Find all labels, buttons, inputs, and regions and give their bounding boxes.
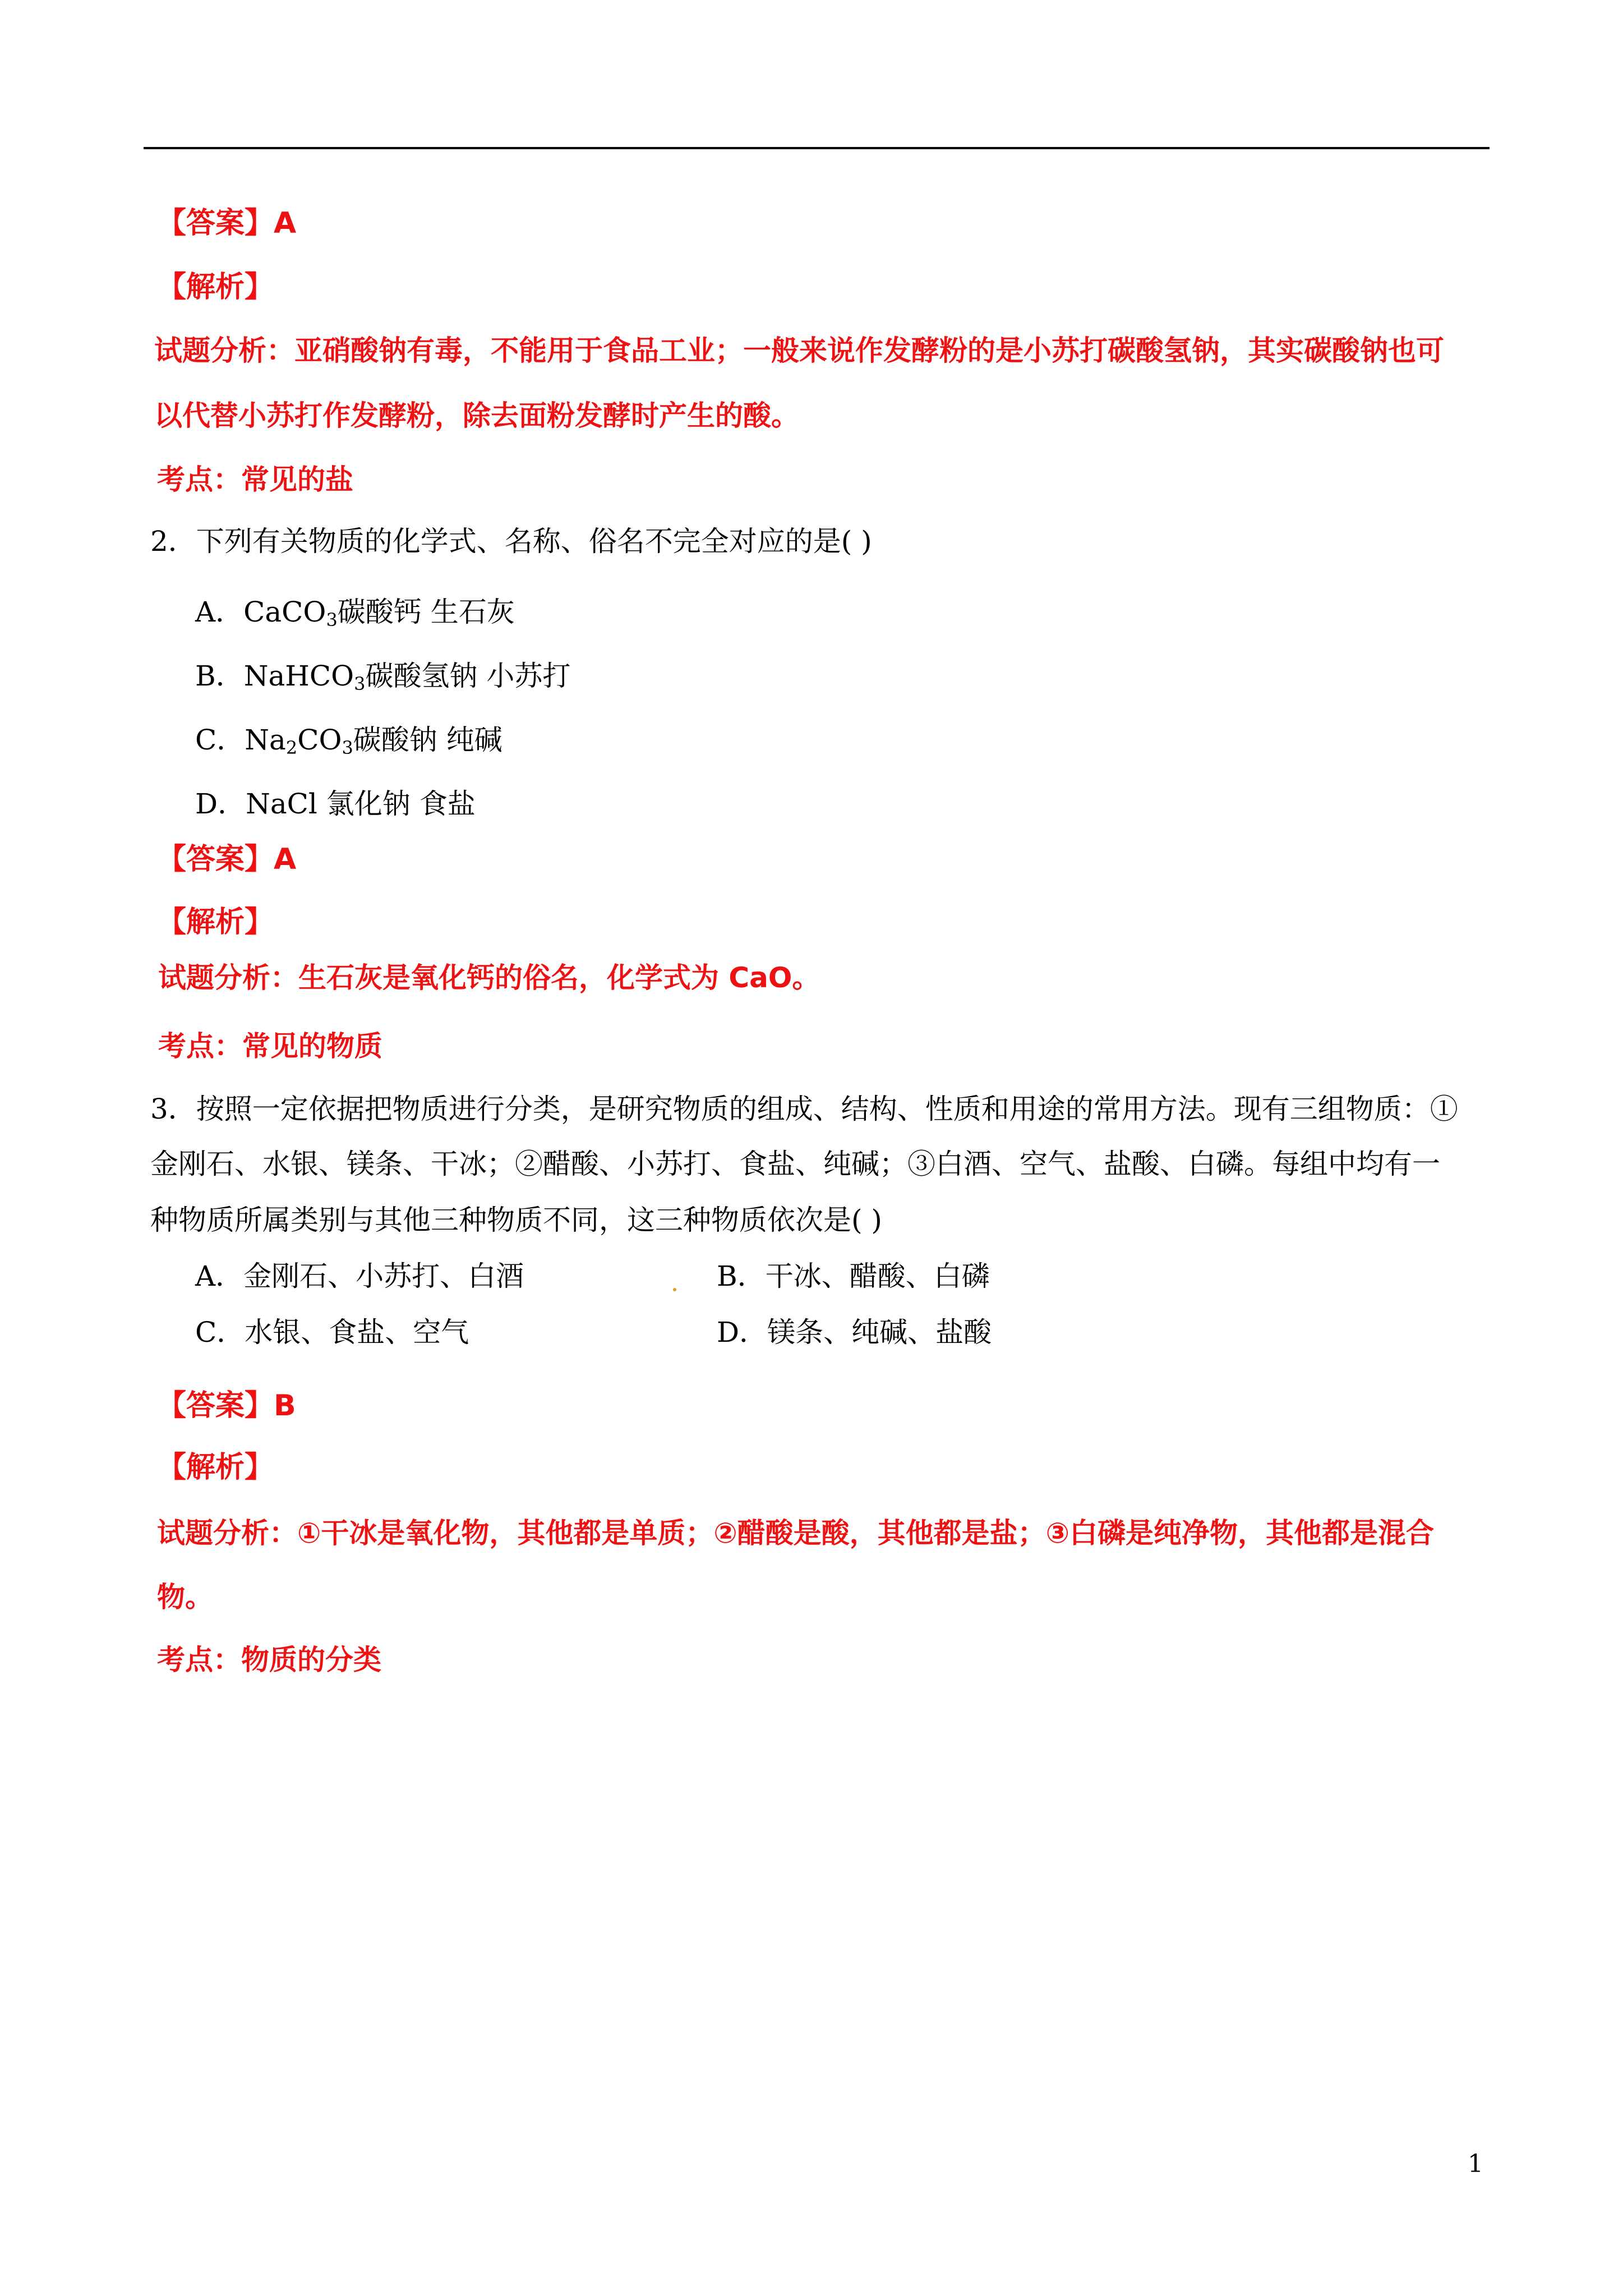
q3-analysis-line1: 试题分析：①干冰是氧化物，其他都是单质；②醋酸是酸，其他都是盐；③白磷是纯净物，其他都是混合 bbox=[157, 1517, 1434, 1549]
page-number: 1 bbox=[1468, 2150, 1483, 2178]
q3-option-b: B．干冰、醋酸、白磷 bbox=[717, 1260, 990, 1292]
q3-point: 考点：物质的分类 bbox=[157, 1644, 381, 1676]
q3-stem-line1: 3．按照一定依据把物质进行分类，是研究物质的组成、结构、性质和用途的常用方法。现有三组物质：① bbox=[150, 1093, 1458, 1125]
q2-answer: 【答案】A bbox=[157, 843, 297, 876]
q1-analysis-line1: 试题分析：亚硝酸钠有毒，不能用于食品工业；一般来说作发酵粉的是小苏打碳酸氢钠，其实碳酸钠也可 bbox=[154, 334, 1444, 367]
q1-analysis-line2: 以代替小苏打作发酵粉，除去面粉发酵时产生的酸。 bbox=[154, 399, 799, 432]
q1-answer: 【答案】A bbox=[157, 206, 297, 240]
q3-option-c: C．水银、食盐、空气 bbox=[195, 1316, 469, 1349]
q3-answer: 【答案】B bbox=[157, 1389, 296, 1423]
q1-point: 考点：常见的盐 bbox=[157, 463, 353, 496]
q2-option-b: B．NaHCO$_3$碳酸氢钠 小苏打 bbox=[195, 660, 571, 694]
stray-dot bbox=[673, 1288, 676, 1291]
q2-analysis-line1: 试题分析：生石灰是氧化钙的俗名，化学式为 CaO。 bbox=[158, 961, 820, 994]
q2-point: 考点：常见的物质 bbox=[158, 1030, 382, 1062]
q3-stem-line3: 种物质所属类别与其他三种物质不同，这三种物质依次是( ) bbox=[150, 1204, 882, 1236]
q3-analysis-line2: 物。 bbox=[157, 1581, 213, 1613]
header-rule bbox=[144, 147, 1490, 149]
q2-stem: 2．下列有关物质的化学式、名称、俗名不完全对应的是( ) bbox=[150, 525, 872, 558]
q2-option-a: A．CaCO$_3$碳酸钙 生石灰 bbox=[195, 596, 515, 631]
q3-option-d: D．镁条、纯碱、盐酸 bbox=[717, 1316, 992, 1349]
q3-stem-line2: 金刚石、水银、镁条、干冰；②醋酸、小苏打、食盐、纯碱；③白酒、空气、盐酸、白磷。每组中均有一 bbox=[150, 1148, 1440, 1180]
q2-option-d: D．NaCl 氯化钠 食盐 bbox=[195, 788, 476, 820]
q3-analysis-heading: 【解析】 bbox=[157, 1451, 274, 1484]
q2-analysis-heading: 【解析】 bbox=[157, 905, 274, 939]
q2-option-c: C．$Na_2CO_3$碳酸钠 纯碱 bbox=[195, 724, 502, 758]
q1-analysis-heading: 【解析】 bbox=[157, 270, 274, 304]
q3-option-a: A．金刚石、小苏打、白酒 bbox=[195, 1260, 524, 1292]
